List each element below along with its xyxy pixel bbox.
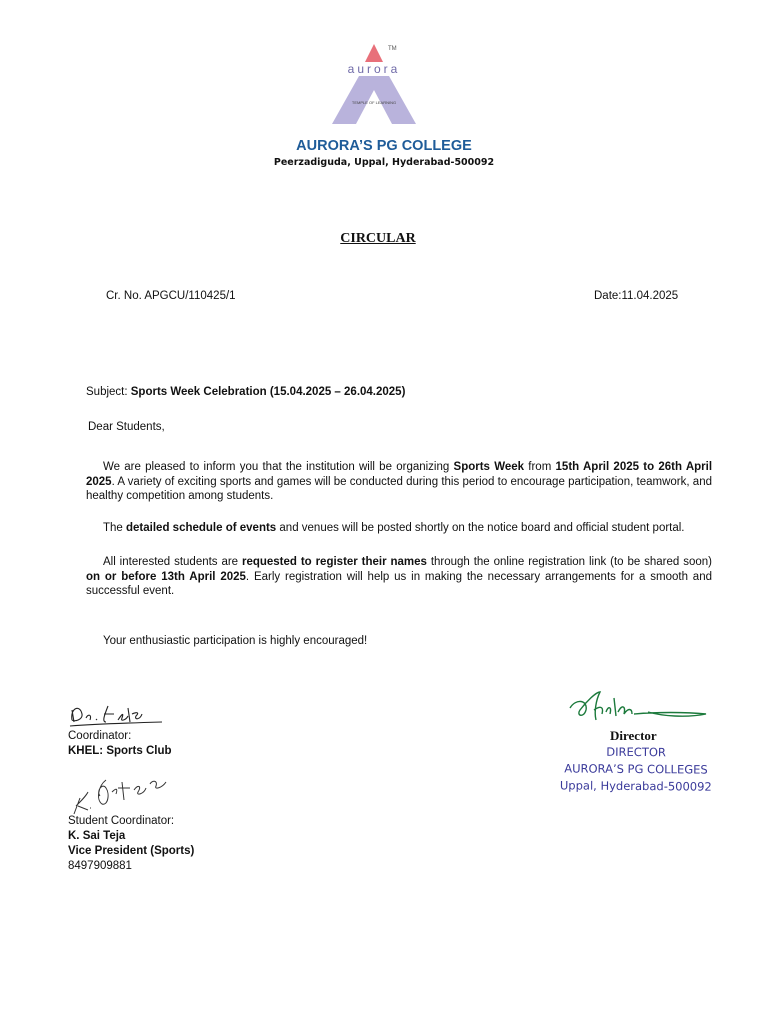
student-coordinator-block <box>68 814 194 874</box>
para3-text-3: . Early registration will help us in making the necessary arrangements for a smooth and successful event. <box>86 570 712 597</box>
para3-bold-1: requested to register their names <box>241 556 427 568</box>
para2-bold-1: detailed schedule of events <box>126 522 277 534</box>
closing-line <box>86 634 712 649</box>
circular-heading: CIRCULAR <box>340 231 416 246</box>
subject-line <box>86 386 405 398</box>
salutation: Dear Students, <box>88 421 165 433</box>
para1-text-1: We are pleased to inform you that the institution will be organizing <box>103 461 454 473</box>
closing-text: Your enthusiastic participation is highly encouraged! <box>103 635 368 647</box>
director-title: Director <box>610 728 657 743</box>
paragraph-registration <box>86 555 712 599</box>
para2-text-1: The <box>103 522 127 534</box>
stamp-line-1: DIRECTOR <box>606 744 667 760</box>
logo-wordmark: aurora <box>347 62 401 76</box>
circular-number: Cr. No. APGCU/110425/1 <box>106 290 236 302</box>
subject-text: Sports Week Celebration (15.04.2025 – 26.04.2025) <box>130 386 406 398</box>
student-coordinator-phone: 8497909881 <box>68 860 132 872</box>
aurora-logo-icon <box>328 42 420 126</box>
para1-text-2: from <box>524 461 556 473</box>
para3-text-2: through the online registration link (to be shared soon) <box>426 556 712 568</box>
college-logo <box>328 42 420 126</box>
para3-text-1: All interested students are <box>103 556 242 568</box>
subject-label: Subject: <box>86 386 131 398</box>
para3-bold-2: on or before 13th April 2025 <box>86 570 246 583</box>
stamp-line-3: Uppal, Hyderabad-500092 <box>559 778 712 794</box>
coordinator-block <box>68 729 172 759</box>
para1-text-3: . A variety of exciting sports and games will be conducted during this period to encourage participation, teamwork, and healthy competition among students. <box>86 475 712 502</box>
college-name: AURORA’S PG COLLEGE <box>296 138 472 154</box>
para2-text-2: and venues will be posted shortly on the notice board and official student portal. <box>276 522 685 534</box>
coordinator-role: Coordinator: <box>68 730 132 742</box>
coordinator-org: KHEL: Sports Club <box>68 745 172 757</box>
circular-date: Date:11.04.2025 <box>594 290 679 302</box>
student-coordinator-name: K. Sai Teja <box>68 830 126 842</box>
para1-bold-2: 15th April 2025 to 26th April 2025 <box>86 461 713 488</box>
logo-tm: TM <box>388 46 397 52</box>
student-coordinator-signature <box>66 770 176 816</box>
director-signature <box>566 686 712 730</box>
stamp-line-2: AURORA’S PG COLLEGES <box>564 761 708 777</box>
logo-tagline: TEMPLE OF LEARNING <box>351 100 397 105</box>
coordinator-signature <box>66 698 166 730</box>
student-coordinator-role: Student Coordinator: <box>68 815 175 827</box>
paragraph-schedule <box>86 521 712 536</box>
para1-bold-1: Sports Week <box>453 461 525 473</box>
college-address: Peerzadiguda, Uppal, Hyderabad-500092 <box>273 157 495 168</box>
student-coordinator-position: Vice President (Sports) <box>68 845 195 857</box>
director-stamp <box>556 743 716 795</box>
paragraph-announcement <box>86 460 712 504</box>
